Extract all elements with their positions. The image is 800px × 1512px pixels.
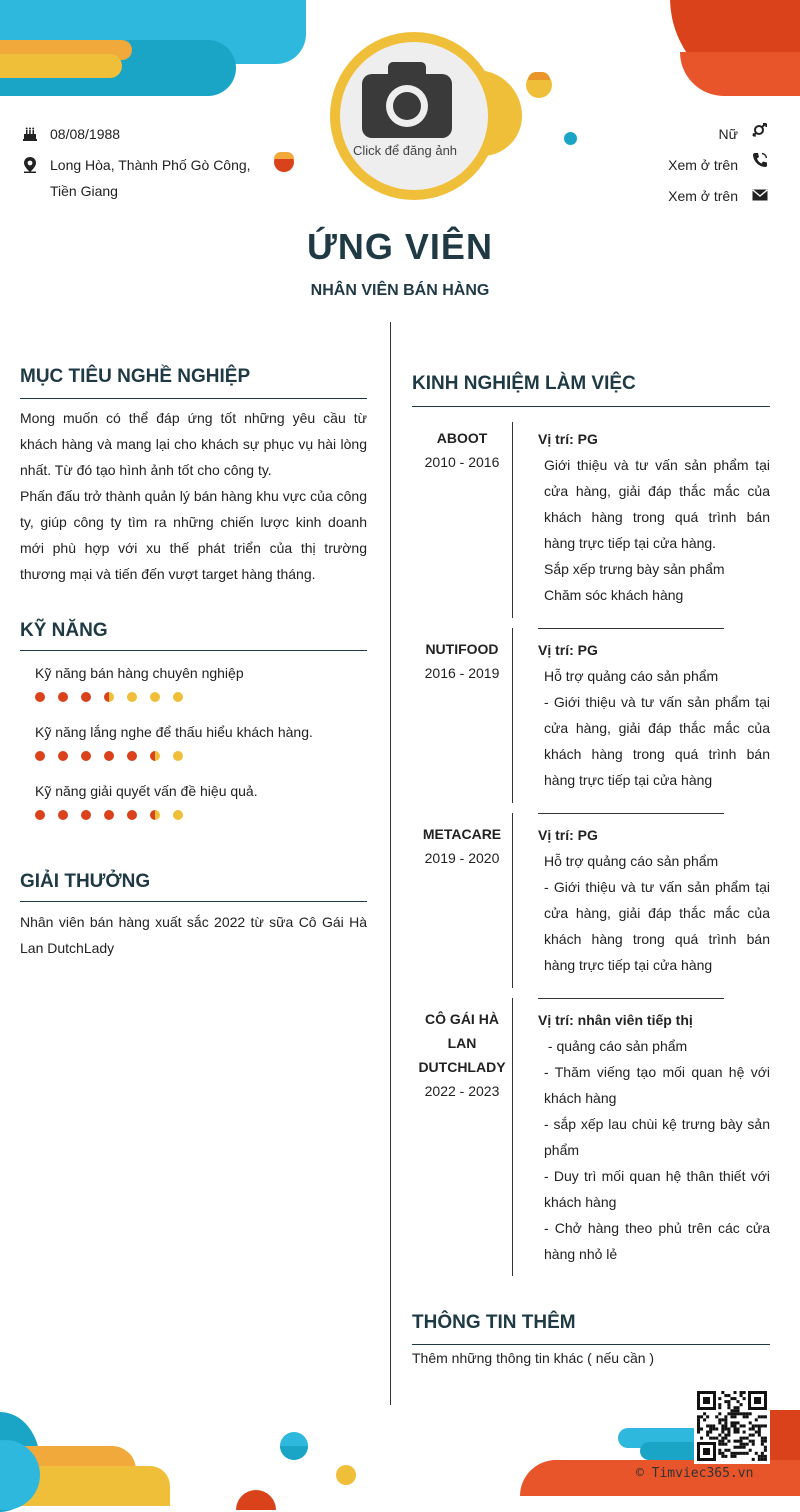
skill-rating-dot [150,751,160,761]
job-duty: Giới thiệu và tư vấn sản phẩm tại cửa hàng, giải đáp thắc mắc của khách hàng trong quá trình bán hàng trực tiếp tại cửa hàng. [544,457,770,551]
skill-rating-dot [127,810,137,820]
experience-title: KINH NGHIỆM LÀM VIỆC [412,373,636,394]
job-timeline-line [512,422,513,618]
objective-paragraph: Phấn đấu trở thành quản lý bán hàng khu vực của công ty, giúp công ty tìm ra những chiến lược kinh doanh mới phù hợp với xu thế phát triển của thị trường thương mại và tiến đến vượt target hàng tháng. [20,488,367,582]
job-description [544,848,770,978]
job-timeline-line [512,998,513,1276]
job-role: Vị trí: nhân viên tiếp thị [538,1012,693,1028]
extra-title: THÔNG TIN THÊM [412,1312,576,1333]
skill-rating-dot [150,692,160,702]
job-company: NUTIFOOD [425,641,499,657]
footer-brand[interactable]: © Timviec365.vn [636,1466,754,1481]
qr-code [694,1388,770,1464]
skill-rating-dot [58,751,68,761]
awards-title: GIẢI THƯỞNG [20,871,151,892]
job-separator [538,813,724,814]
section-divider [20,398,367,399]
section-divider [20,901,367,902]
job-duty: - sắp xếp lau chùi kệ trưng bày sản phẩm [544,1116,770,1158]
decor-dot [280,1446,308,1460]
skill-rating-dot [104,692,114,702]
job-company: CÔ GÁI HÀ [425,1011,499,1027]
decor-dot [528,72,550,80]
job-role: Vị trí: PG [538,827,598,843]
extra-text: Thêm những thông tin khác ( nếu cần ) [412,1350,655,1366]
address-line-2: Tiền Giang [50,183,118,199]
job-separator [538,998,724,999]
skill-rating-dot [104,810,114,820]
decor-dot [336,1465,356,1485]
job-description [544,1033,770,1267]
skill-rating-dot [81,751,91,761]
job-role: Vị trí: PG [538,431,598,447]
skill-rating-dot [127,751,137,761]
skill-rating-dot [81,810,91,820]
birthday-cake-icon [22,126,38,142]
photo-upload-label[interactable]: Click để đăng ảnh [352,143,458,158]
skill-rating-dot [104,751,114,761]
address-line-1: Long Hòa, Thành Phố Gò Công, [50,157,251,173]
decor-top-right-circle [680,52,800,96]
job-timeline-line [512,813,513,988]
email: Xem ở trên [668,188,738,204]
decor-dot [564,132,577,145]
skill-rating [35,751,195,761]
skill-rating-dot [173,810,183,820]
candidate-name: ỨNG VIÊN [307,226,493,267]
section-divider [412,406,770,407]
job-duty: - Chở hàng theo phủ trên các cửa hàng nhỏ lẻ [544,1220,770,1262]
skill-name: Kỹ năng bán hàng chuyên nghiệp [35,665,244,681]
job-duty: - Duy trì mối quan hệ thân thiết với khách hàng [544,1168,770,1210]
objective-paragraph: Mong muốn có thể đáp ứng tốt những yêu cầu từ khách hàng và mang lại cho khách sự phục vụ hài lòng nhất. Từ đó tạo hình ảnh tốt cho công ty. [20,410,367,478]
skill-rating [35,692,195,702]
birth-date: 08/08/1988 [50,126,121,142]
envelope-icon [752,187,768,203]
job-duty: - Thăm viếng tạo mối quan hệ với khách hàng [544,1064,770,1106]
skill-rating-dot [81,692,91,702]
job-duty: - quảng cáo sản phẩm [544,1038,688,1054]
decor-dot [236,1490,276,1510]
job-company: LAN [447,1035,477,1051]
job-separator [538,628,724,629]
phone-icon [752,152,768,168]
skill-rating-dot [150,810,160,820]
decor-top-left-band [0,54,122,78]
skill-rating-dot [58,692,68,702]
skills-title: KỸ NĂNG [20,620,108,641]
job-duty: Sắp xếp trưng bày sản phẩm [544,561,725,577]
skill-name: Kỹ năng giải quyết vấn đề hiệu quả. [35,783,258,799]
job-duty: - Giới thiệu và tư vấn sản phẩm tại cửa hàng, giải đáp thắc mắc của khách hàng trong quá trình bán hàng trực tiếp tại cửa hàng [544,879,770,973]
job-years: 2016 - 2019 [424,665,500,681]
job-role: Vị trí: PG [538,642,598,658]
location-pin-icon [22,157,38,173]
job-timeline-line [512,628,513,803]
skill-rating-dot [58,810,68,820]
column-divider [390,322,391,1405]
job-description [544,663,770,793]
camera-icon[interactable] [362,62,452,138]
skill-rating-dot [173,692,183,702]
gender-icon [752,123,768,139]
candidate-position: NHÂN VIÊN BÁN HÀNG [310,282,490,299]
objective-title: MỤC TIÊU NGHỀ NGHIỆP [20,366,251,387]
decor-dot [274,152,294,159]
skill-rating-dot [35,692,45,702]
job-description [544,452,770,608]
job-duty: - Giới thiệu và tư vấn sản phẩm tại cửa hàng, giải đáp thắc mắc của khách hàng trong quá trình bán hàng trực tiếp tại cửa hàng [544,694,770,788]
job-years: 2019 - 2020 [424,850,500,866]
job-years: 2010 - 2016 [424,454,500,470]
phone: Xem ở trên [668,157,738,173]
skill-rating-dot [35,810,45,820]
gender: Nữ [718,126,738,142]
job-duty: Hỗ trợ quảng cáo sản phẩm [544,853,719,869]
award-text: Nhân viên bán hàng xuất sắc 2022 từ sữa Cô Gái Hà Lan DutchLady [20,914,367,956]
skill-rating-dot [35,751,45,761]
skill-rating [35,810,195,820]
job-duty: Hỗ trợ quảng cáo sản phẩm [544,668,719,684]
job-years: 2022 - 2023 [424,1083,500,1099]
skill-name: Kỹ năng lắng nghe để thấu hiểu khách hàng. [35,724,313,740]
job-company: DUTCHLADY [418,1059,506,1075]
job-company: METACARE [422,826,502,842]
skill-rating-dot [173,751,183,761]
decor-bottom-right-band [770,1410,800,1460]
job-company: ABOOT [436,430,488,446]
job-duty: Chăm sóc khách hàng [544,587,684,603]
section-divider [20,650,367,651]
skill-rating-dot [127,692,137,702]
